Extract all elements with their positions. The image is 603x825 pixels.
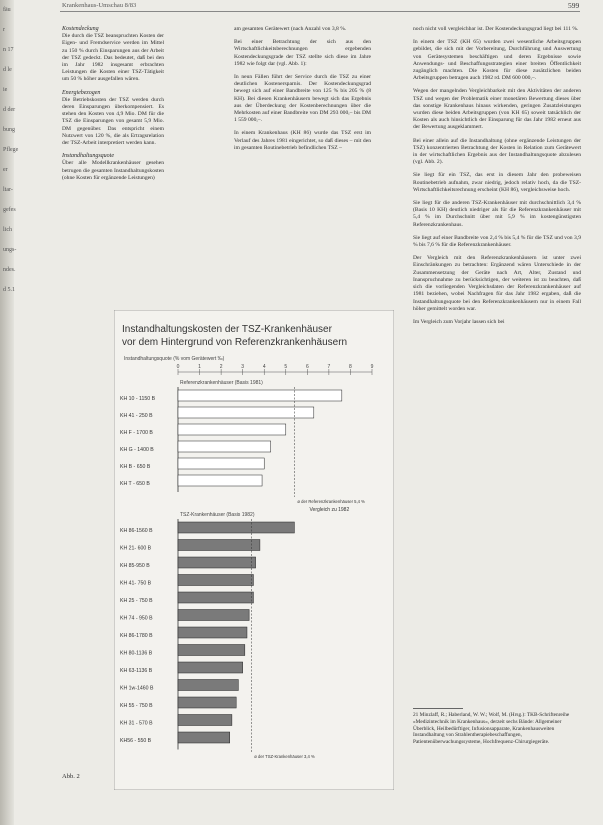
paragraph: Die Betriebskosten der TSZ werden durch deren Einsparungen überkompensiert. Es stehen den Kosten von 4,9 Mio. DM für die TSZ die Einsparungen von gesamt 5,9 Mio. DM gegenüber. Das entspricht einem Nutzwert von 120 %, die als Ertragsrelation der TSZ-Arbeit interpretiert werden kann. bbox=[62, 96, 164, 147]
strip-fragment: d 5.1 bbox=[3, 287, 15, 293]
strip-fragment: d le bbox=[3, 67, 12, 73]
paragraph: In neun Fällen führt der Service durch die TSZ zu einer deutlichen Kostenersparnis. Der Kostendeckungsgrad bewegt sich auf einer Bandbreite von 125 % bis 205 % (8 KH). Bei diesen Krankenhäusern bewegt sich das Ergebnis aus der Überdeckung der Kostenberechnungen über die Mehrkosten auf einer Bandbreite von DM 293 000,– bis DM 1 559 000,–. bbox=[234, 74, 371, 124]
category-label: KH 25 - 750 B bbox=[120, 598, 153, 604]
section-heading: Energiebezogen bbox=[62, 89, 101, 96]
category-label: KH B - 650 B bbox=[120, 464, 151, 470]
bar bbox=[178, 407, 314, 418]
category-label: KH 55 - 750 B bbox=[120, 703, 153, 709]
paragraph: Sie liegt auf einer Bandbreite von 2,4 % bis 5,4 % für die TSZ und von 3,9 % bis 7,6 % für die Referenzkrankenhäuser. bbox=[413, 234, 581, 249]
group-label: Referenzkrankenhäuser (Basis 1981) bbox=[180, 380, 263, 386]
category-label: KH 21- 600 B bbox=[120, 545, 152, 552]
paragraph: Bei einer Betrachtung der sich aus den Wirtschaftlichkeitsberechnungen ergebenden Kostendeckungsgrade der TSZ stellte sich diese im Jahre 1982 wie folgt dar (vgl. Abb. 1): bbox=[234, 39, 371, 67]
category-label: KH 41- 750 B bbox=[120, 580, 152, 587]
paragraph: Bei einer allein auf die Instandhaltung (ohne ergänzende Leistungen der TSZ) konzentrierten Betrachtung der Kosten in Relation zum Gerätewert in der wirtschaftlichen Ergebnis aus der Instandhaltungsquote abzulesen (vgl. Abb. 2). bbox=[413, 137, 581, 166]
strip-fragment: ungs- bbox=[3, 247, 17, 253]
column-3 bbox=[413, 26, 581, 332]
category-label: KH F - 1700 B bbox=[120, 430, 153, 436]
figure-label: Abb. 2 bbox=[62, 773, 80, 780]
tick-label: 9 bbox=[370, 364, 374, 370]
strip-fragment: fäu bbox=[3, 7, 11, 13]
paragraph: In einem Krankenhaus (KH 86) wurde das TSZ erst im Verlauf des Jahres 1981 eingerichtet, so daß dieses – mit den im gesamten Routinebetrieb befindlichen TSZ – bbox=[234, 130, 371, 151]
category-label: KH 1w-1460 B bbox=[120, 685, 154, 692]
paragraph: Sie liegt für die anderen TSZ-Krankenhäuser mit durchschnittlich 3,4 % (Basis 10 KH) deutlich niedriger als für die Referenzkrankenhäuser mit 5,4 % im Durchschnitt über mit 5,9 % im kostengünstigsten Referenzkrankenhaus. bbox=[413, 200, 581, 228]
chart-title-line1: Instandhaltungskosten der TSZ-Krankenhäuser bbox=[122, 324, 332, 335]
bar-chart bbox=[114, 310, 394, 790]
strip-fragment: ltar- bbox=[3, 187, 13, 193]
tick-label: 7 bbox=[327, 364, 331, 370]
mean-note: ø der TSZ-Krankenhäuser 3,4 % bbox=[254, 754, 315, 759]
previous-page-strip bbox=[0, 0, 40, 360]
paragraph: noch nicht voll vergleichbar ist. Der Kostendeckungsgrad liegt bei 111 %. bbox=[413, 26, 579, 32]
category-label: KH 31 - 570 B bbox=[120, 720, 153, 727]
strip-fragment: gefes bbox=[3, 207, 16, 213]
paragraph: Der Vergleich mit den Referenzkrankenhäusern ist unter zwei Einschränkungen zu betrachten: Ergänzend wären Unterschiede in der Zusammensetzung der Geräte nach Art, Alter, Zustand und Inanspruchnahme zu berücksichtigen, der weiteren ist zu beachten, daß sich die vorliegenden Vergleichsdaten der Referenzkrankenhäuser auf 1981 beziehen, wobei Nachfragen für das Jahr 1982 ergaben, daß die Instandhaltungsquote bei den Referenzkrankenhäusern nur in einem Fall höher gemittelt worden war. bbox=[413, 255, 581, 312]
bar bbox=[178, 715, 232, 726]
axis-label: Instandhaltungsquote (% vom Gerätewert ‰) bbox=[124, 356, 225, 362]
category-label: KH 86-1780 B bbox=[120, 633, 153, 639]
bar bbox=[178, 424, 286, 435]
page-number: 599 bbox=[568, 1, 580, 10]
paragraph: am gesamten Gerätewert (nach Anzahl von 3,8 %. bbox=[234, 26, 347, 32]
bar bbox=[178, 732, 230, 743]
tick-label: 0 bbox=[176, 364, 180, 370]
strip-fragment: er bbox=[3, 167, 8, 173]
category-label: KH 85-950 B bbox=[120, 563, 150, 569]
section-heading: Kostendeckung bbox=[62, 26, 99, 32]
mean-note: ø der Referenzkrankenhäuser 5,4 % bbox=[297, 499, 365, 504]
paragraph: Über alle Modellkrankenhäuser gesehen betrugen die gesamten Instandhaltungskosten (ohne Kosten für ergänzende Leistungen) bbox=[62, 160, 164, 181]
paragraph: Wegen der mangelnden Vergleichbarkeit mit den Aktivitäten der anderen TSZ und wegen der Problematik einer monetären Bewertung dieses über das sonstige Krankenhaus hinaus wirkenden, geringen Zusatzleistungen wurden diese beiden Arbeitsgruppen (von KH 65) soweit tatsächlich der Kosten als auch hinsichtlich der Einsparung für das Jahr 1982 erneut aus der Bewertung ausgeklammert. bbox=[413, 88, 581, 131]
tick-label: 5 bbox=[284, 364, 288, 370]
bar bbox=[178, 458, 264, 469]
paragraph: Sie liegt für ein TSZ, das erst in diesem Jahr den probeweisen Routinebetrieb aufnahm, zwar niedrig, jedoch relativ hoch, da die TSZ-Wirtschaftlichkeitsrechnung erscheint (KH 86), vergleichsweise hoch. bbox=[413, 172, 581, 193]
column-2 bbox=[234, 26, 371, 158]
bar bbox=[178, 610, 249, 621]
paragraph: Die durch die TSZ beanspruchten Kosten der Eigen- und Fremdservice werden im Mittel zu 150 % durch Einsparungen aus der Arbeit der TSZ gedeckt. Das bedeutet, daß bei den im Jahr 1982 insgesamt erbrachten Leistungen die Kosten einer TSZ-Tätigkeit um 50 % höher ausgefallen wären. bbox=[62, 33, 164, 83]
tick-label: 6 bbox=[305, 364, 309, 370]
strip-fragment: n 17 bbox=[3, 47, 14, 53]
header-rule bbox=[60, 11, 580, 12]
tick-label: 8 bbox=[349, 364, 352, 370]
category-label: KH G - 1400 B bbox=[120, 447, 154, 453]
bar bbox=[178, 662, 243, 673]
group-label: TSZ-Krankenhäuser (Basis 1982) bbox=[180, 512, 255, 518]
comparison-note: Vergleich zu 1982 bbox=[309, 507, 350, 513]
category-label: KH 63-1136 B bbox=[120, 668, 153, 674]
bar bbox=[178, 557, 256, 568]
tick-label: 2 bbox=[219, 364, 223, 370]
strip-fragment: ie bbox=[3, 87, 8, 93]
running-header: Krankenhaus-Umschau 8/83 bbox=[62, 2, 137, 9]
bar bbox=[178, 390, 342, 401]
chart-title-line2: vor dem Hintergrund von Referenzkrankenhäusern bbox=[122, 337, 348, 348]
category-label: KH T - 650 B bbox=[120, 481, 150, 487]
footnote: 21 Minzlaff, R.; Haberland, W. W.; Wolf, M. (Hrsg.): TKB-Schriftenreihe »Medizintechnik im Krankenhaus«, derzeit sechs Bände: Allgemeiner Überblick, Heilbedürftiger, Infusionsapparate, Krankenhausweiten Instandhaltung von Strahlentherapiebeschaffungen, Patientenüberwachungssysteme, Hochfrequenz-Chirurgiegeräte. bbox=[413, 712, 570, 746]
bar bbox=[178, 475, 262, 486]
bar bbox=[178, 645, 245, 656]
tick-label: 3 bbox=[241, 364, 245, 370]
strip-fragment: r bbox=[3, 27, 5, 33]
category-label: KH 80-1136 B bbox=[120, 650, 153, 657]
bar bbox=[178, 627, 247, 638]
paragraph: Im Vergleich zum Vorjahr lassen sich bei bbox=[413, 318, 505, 325]
category-label: KH56 - 550 B bbox=[120, 738, 152, 744]
footnote-rule bbox=[413, 708, 463, 709]
bar bbox=[178, 680, 238, 691]
paragraph: In einem der TSZ (KH 65) wurden zwei wesentliche Arbeitsgruppen gebildet, die sich mit der Vorbereitung, Durchführung und Auswertung von Gerätesystemen beschäftigen und deren Ergebnisse sowie Anwendungs- und Beschaffungsstrategien einer breiten Öffentlichkeit zugänglich machten. Die Kosten für diese zusätzlichen beiden Arbeitsgruppen betragen auch 1982 rd. DM 600 000,–. bbox=[413, 39, 581, 82]
category-label: KH 41 - 250 B bbox=[120, 413, 153, 419]
bar bbox=[178, 522, 294, 533]
tick-label: 1 bbox=[198, 364, 201, 370]
bar bbox=[178, 441, 271, 452]
strip-fragment: lich bbox=[3, 227, 12, 233]
column-1 bbox=[62, 26, 164, 188]
bar bbox=[178, 540, 260, 551]
bar bbox=[178, 592, 253, 603]
strip-fragment: bung bbox=[3, 127, 15, 133]
category-label: KH 74 - 950 B bbox=[120, 615, 153, 622]
bar bbox=[178, 697, 236, 708]
bar bbox=[178, 575, 253, 586]
category-label: KH 86-1560 B bbox=[120, 528, 153, 534]
strip-fragment: Pflege bbox=[3, 147, 19, 153]
category-label: KH 10 - 1150 B bbox=[120, 396, 156, 402]
strip-fragment: ndes. bbox=[3, 267, 16, 273]
tick-label: 4 bbox=[262, 364, 266, 370]
section-heading: Instandhaltungsquote bbox=[62, 153, 114, 160]
strip-fragment: d der bbox=[3, 107, 16, 113]
